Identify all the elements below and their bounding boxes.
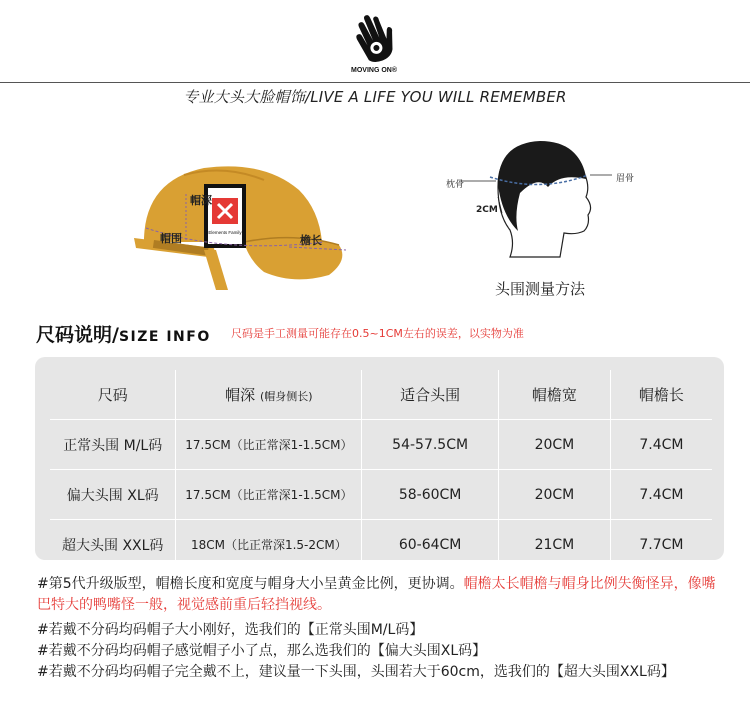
note-2: #若戴不分码均码帽子大小刚好，选我们的【正常头围M/L码】 bbox=[37, 622, 424, 638]
cell-head-size: 58-60CM bbox=[362, 470, 499, 520]
gap-label: 2CM bbox=[476, 205, 498, 215]
cell-brim-width: 21CM bbox=[498, 520, 610, 570]
head-measure-caption: 头围测量方法 bbox=[494, 280, 585, 298]
table-row bbox=[50, 470, 712, 520]
size-note: 尺码是手工测量可能存在0.5~1CM左右的误差，以实物为准 bbox=[231, 327, 524, 340]
cell-size: 偏大头围 XL码 bbox=[50, 470, 176, 520]
header-depth bbox=[176, 370, 362, 420]
brow-label: 眉骨 bbox=[616, 174, 635, 184]
note-1-warning: 帽檐太长帽檐与帽身比例失衡怪异，像嘴巴特大的鸭嘴怪一般，视觉感前重后轻挡视线。 bbox=[37, 576, 716, 613]
tagline: 专业大头大脸帽饰/LIVE A LIFE YOU WILL REMEMBER bbox=[183, 88, 567, 106]
brim-length-label: 檐长 bbox=[300, 234, 322, 247]
header-brim-width: 帽檐宽 bbox=[498, 370, 610, 420]
cell-depth: 18CM（比正常深1.5-2CM） bbox=[176, 520, 362, 570]
header-depth-sub: (帽身侧长) bbox=[259, 390, 313, 403]
cell-brim-length: 7.4CM bbox=[610, 470, 712, 520]
table-row bbox=[50, 520, 712, 570]
header-head-size: 适合头围 bbox=[362, 370, 499, 420]
cell-brim-width: 20CM bbox=[498, 420, 610, 470]
table-row bbox=[50, 420, 712, 470]
hat-depth-label: 帽深 bbox=[190, 194, 212, 207]
header-depth-label: 帽深 bbox=[225, 386, 256, 404]
table-header-row bbox=[50, 370, 712, 420]
cell-head-size: 54-57.5CM bbox=[362, 420, 499, 470]
header-divider bbox=[0, 82, 750, 83]
hat-tag-text: Elements Family bbox=[208, 230, 242, 235]
hat-circumference-label: 帽围 bbox=[160, 232, 182, 245]
size-title-en: SIZE INFO bbox=[118, 329, 211, 345]
cell-depth: 17.5CM（比正常深1-1.5CM） bbox=[176, 420, 362, 470]
cap-illustration bbox=[124, 150, 359, 295]
size-table bbox=[50, 370, 712, 569]
note-1 bbox=[37, 574, 722, 616]
header-brim-length: 帽檐长 bbox=[610, 370, 712, 420]
cell-brim-width: 20CM bbox=[498, 470, 610, 520]
logo-text: MOVING ON® bbox=[351, 67, 397, 74]
header-size: 尺码 bbox=[50, 370, 176, 420]
size-title bbox=[36, 320, 211, 347]
cell-brim-length: 7.4CM bbox=[610, 420, 712, 470]
note-1-text: #第5代升级版型，帽檐长度和宽度与帽身大小呈黄金比例，更协调。 bbox=[37, 576, 464, 592]
hat-diagram bbox=[124, 150, 359, 295]
note-4: #若戴不分码均码帽子完全戴不上，建议量一下头围，头围若大于60cm，选我们的【超大头围XXL码】 bbox=[37, 664, 675, 680]
head-diagram bbox=[440, 135, 650, 265]
note-3: #若戴不分码均码帽子感觉帽子小了点，那么选我们的【偏大头围XL码】 bbox=[37, 643, 487, 659]
cell-size: 超大头围 XXL码 bbox=[50, 520, 176, 570]
moving-on-logo bbox=[346, 12, 402, 74]
cell-depth: 17.5CM（比正常深1-1.5CM） bbox=[176, 470, 362, 520]
cell-brim-length: 7.7CM bbox=[610, 520, 712, 570]
size-title-cn: 尺码说明/ bbox=[36, 324, 119, 346]
notes bbox=[37, 574, 722, 683]
head-illustration bbox=[440, 135, 650, 265]
occipital-label: 枕骨 bbox=[446, 180, 465, 190]
cell-size: 正常头围 M/L码 bbox=[50, 420, 176, 470]
cell-head-size: 60-64CM bbox=[362, 520, 499, 570]
